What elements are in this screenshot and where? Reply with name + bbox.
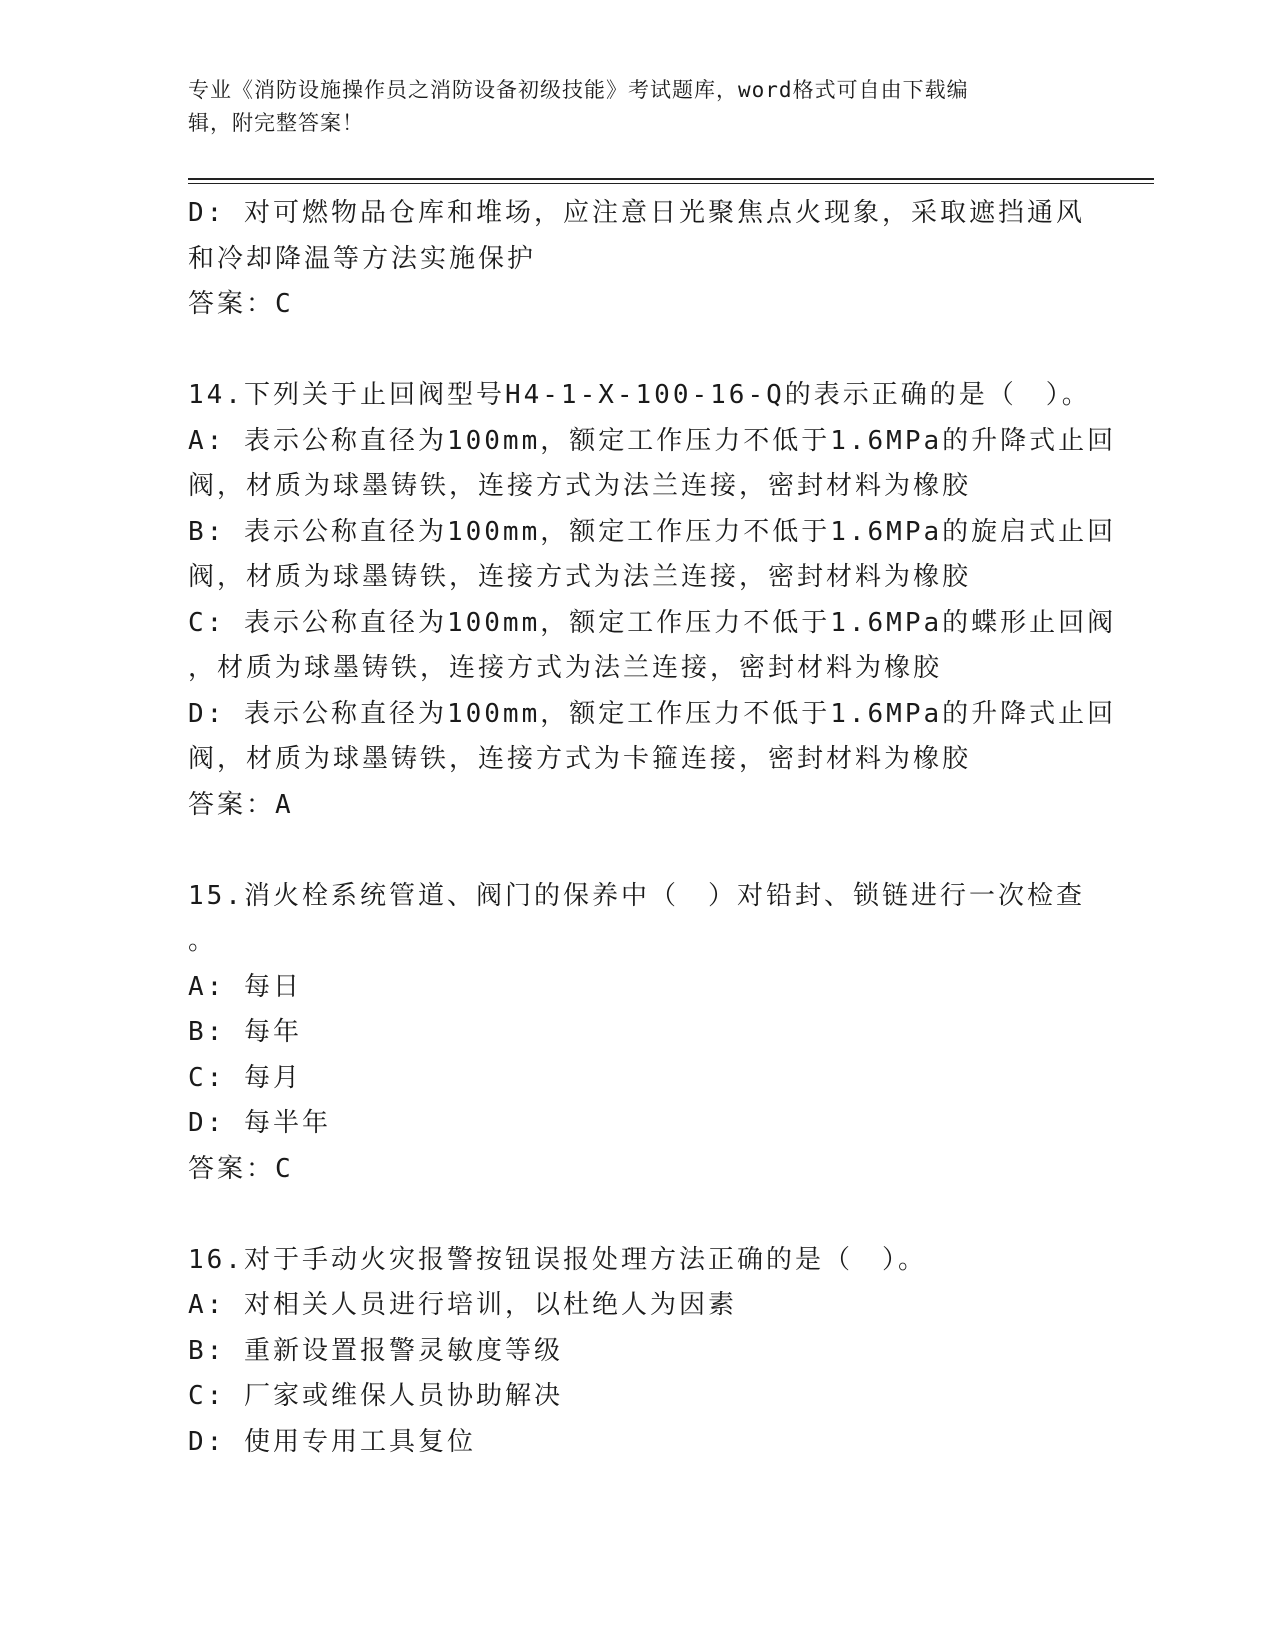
question-content: [188, 191, 1117, 1465]
answer-value: C: [275, 1153, 294, 1184]
answer-label: 答案：: [188, 789, 276, 820]
answer-label: 答案：: [188, 289, 276, 319]
question-stem-line-1: 15.消火栓系统管道、阀门的保养中（ ）对铅封、锁链进行一次检查: [188, 880, 1085, 911]
header-divider-thin: [188, 183, 1154, 184]
option-d: D: 使用专用工具复位: [188, 1426, 476, 1457]
question-14: [188, 373, 1117, 828]
option-b: B: 重新设置报警灵敏度等级: [188, 1335, 563, 1366]
option-b-line-1: B: 表示公称直径为100mm，额定工作压力不低于1.6MPa的旋启式止回: [188, 516, 1117, 547]
option-c: C: 厂家或维保人员协助解决: [188, 1381, 563, 1411]
question-stem: 14.下列关于止回阀型号H4-1-X-100-16-Q的表示正确的是（ ）。: [188, 380, 1091, 410]
header-line-1: 专业《消防设施操作员之消防设备初级技能》考试题库，word格式可自由下载编: [188, 78, 969, 102]
option-c-line-1: C: 表示公称直径为100mm，额定工作压力不低于1.6MPa的蝶形止回阀: [188, 607, 1117, 638]
answer-value: C: [275, 289, 294, 319]
option-b-line-2: 阀，材质为球墨铸铁，连接方式为法兰连接，密封材料为橡胶: [188, 562, 972, 592]
option-c-line-2: ，材质为球墨铸铁，连接方式为法兰连接，密封材料为橡胶: [188, 653, 943, 683]
header-line-2: 辑，附完整答案！: [188, 111, 364, 135]
spacer: [188, 828, 1088, 874]
option-a: A: 对相关人员进行培训，以杜绝人为因素: [188, 1290, 737, 1320]
option-d: D: 每半年: [188, 1108, 331, 1138]
page-header: [188, 74, 1088, 140]
answer-line: [188, 783, 1088, 829]
question-13-tail: [188, 191, 1088, 328]
option-d-line-1: D: 表示公称直径为100mm，额定工作压力不低于1.6MPa的升降式止回: [188, 698, 1117, 729]
option-a-line-1: A: 表示公称直径为100mm，额定工作压力不低于1.6MPa的升降式止回: [188, 425, 1117, 456]
answer-label: 答案：: [188, 1153, 276, 1184]
answer-value: A: [275, 789, 294, 820]
option-d-line-1: D: 对可燃物品仓库和堆场，应注意日光聚焦点火现象，采取遮挡通风: [188, 198, 1085, 228]
question-stem-line-2: 。: [188, 926, 218, 956]
spacer: [188, 328, 1088, 374]
option-c: C: 每月: [188, 1062, 302, 1093]
option-d-line-2: 和冷却降温等方法实施保护: [188, 243, 537, 274]
answer-line: [188, 1147, 1088, 1193]
option-a: A: 每日: [188, 971, 302, 1002]
answer-line: [188, 282, 1088, 328]
option-d-line-2: 阀，材质为球墨铸铁，连接方式为卡箍连接，密封材料为橡胶: [188, 744, 972, 774]
option-b: B: 每年: [188, 1017, 302, 1047]
question-16: [188, 1238, 1088, 1466]
header-divider-thick: [188, 178, 1154, 180]
spacer: [188, 1192, 1088, 1238]
question-stem: 16.对于手动火灾报警按钮误报处理方法正确的是（ ）。: [188, 1244, 927, 1275]
question-15: [188, 874, 1088, 1193]
option-a-line-2: 阀，材质为球墨铸铁，连接方式为法兰连接，密封材料为橡胶: [188, 471, 972, 501]
